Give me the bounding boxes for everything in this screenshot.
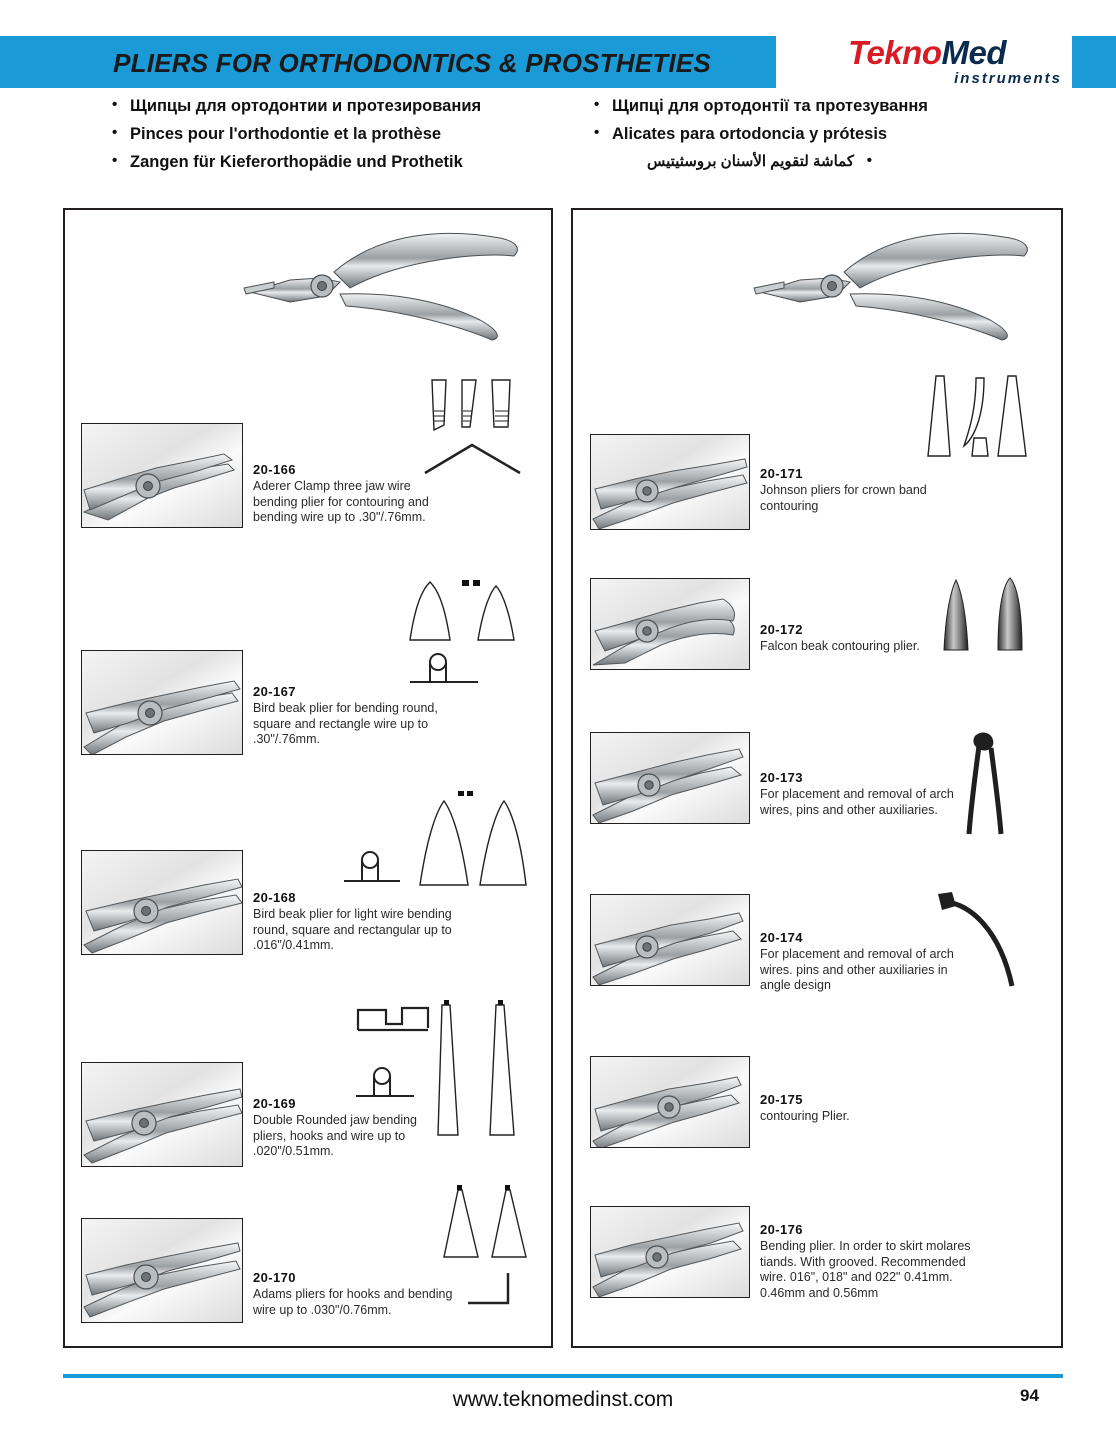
product-photo: [81, 1062, 243, 1167]
product-code: 20-171: [760, 466, 803, 481]
language-list-left: [112, 92, 592, 176]
product-description: Bird beak plier for light wire bending round, square and rectangular up to .016"/0.41mm.: [253, 907, 452, 952]
page-number: 94: [1020, 1386, 1039, 1405]
product-description: Johnson pliers for crown band contouring: [760, 483, 927, 513]
product-code: 20-166: [253, 462, 296, 477]
brand-logo-accent: Med: [941, 34, 1006, 71]
product-photo: [590, 894, 750, 986]
product-photo: [590, 732, 750, 824]
footer-website[interactable]: www.teknomedinst.com: [452, 1388, 674, 1411]
product-photo: [590, 578, 750, 670]
product-description: contouring Plier.: [760, 1109, 850, 1123]
footer-divider: [63, 1374, 1063, 1378]
product-code: 20-170: [253, 1270, 296, 1285]
jaw-tip-diagram-20-170: [440, 1185, 540, 1315]
language-item: • كماشة لتقويم الأسنان بروسثيتيس: [594, 148, 872, 176]
product-text: [760, 770, 965, 818]
product-photo: [81, 423, 243, 528]
product-description: For placement and removal of arch wires, pins and other auxiliaries.: [760, 787, 954, 817]
product-description: Bird beak plier for bending round, square and rectangle wire up to .30"/.76mm.: [253, 701, 438, 746]
product-text: [253, 890, 453, 954]
product-photo: [81, 1218, 243, 1323]
product-code: 20-167: [253, 684, 296, 699]
product-photo: [590, 1206, 750, 1298]
brand-logo: [786, 34, 1068, 72]
brand-logo-subtitle: instruments: [954, 70, 1062, 87]
plier-illustration-large-left: [230, 222, 530, 342]
product-description: Adams pliers for hooks and bending wire up to .030"/0.76mm.: [253, 1287, 453, 1317]
language-item: • Pinces pour l'orthodontie et la prothèse: [112, 120, 592, 148]
product-text: [760, 1222, 985, 1301]
language-item: • Щипцы для ортодонтии и протезирования: [112, 92, 592, 120]
product-description: Falcon beak contouring plier.: [760, 639, 920, 653]
product-code: 20-173: [760, 770, 803, 785]
product-code: 20-174: [760, 930, 803, 945]
product-description: Bending plier. In order to skirt molares tiands. With grooved. Recommended wire. 016", 018" and 022" 0.41mm. 0.46mm and 0.56mm: [760, 1239, 971, 1300]
product-text: [760, 466, 960, 514]
product-text: [253, 462, 453, 526]
language-item: • Alicates para ortodoncia y prótesis: [594, 120, 1064, 148]
brand-logo-main: Tekno: [848, 34, 942, 71]
product-code: 20-169: [253, 1096, 296, 1111]
page-title: PLIERS FOR ORTHODONTICS & PROSTHETIES: [113, 48, 711, 78]
product-text: [253, 684, 453, 748]
jaw-tip-diagram-20-168: [340, 785, 530, 900]
product-description: Aderer Clamp three jaw wire bending plier for contouring and bending wire up to .30"/.76mm.: [253, 479, 429, 524]
product-photo: [81, 650, 243, 755]
product-description: For placement and removal of arch wires. pins and other auxiliaries in angle design: [760, 947, 954, 992]
product-text: [760, 1092, 960, 1125]
product-code: 20-172: [760, 622, 803, 637]
product-text: [253, 1270, 453, 1318]
product-description: Double Rounded jaw bending pliers, hooks and wire up to .020"/0.51mm.: [253, 1113, 418, 1158]
language-item: • Zangen für Kieferorthopädie und Prothetik: [112, 148, 592, 176]
product-text: [760, 622, 960, 655]
product-text: [760, 930, 970, 994]
product-photo: [590, 1056, 750, 1148]
product-code: 20-175: [760, 1092, 803, 1107]
product-code: 20-168: [253, 890, 296, 905]
jaw-tip-diagram-20-167: [400, 570, 530, 690]
plier-illustration-large-right: [740, 222, 1040, 342]
product-text: [253, 1096, 453, 1160]
product-photo: [81, 850, 243, 955]
language-item: • Щипці для ортодонтії та протезування: [594, 92, 1064, 120]
language-list-right: [594, 92, 1064, 176]
product-photo: [590, 434, 750, 530]
product-code: 20-176: [760, 1222, 803, 1237]
